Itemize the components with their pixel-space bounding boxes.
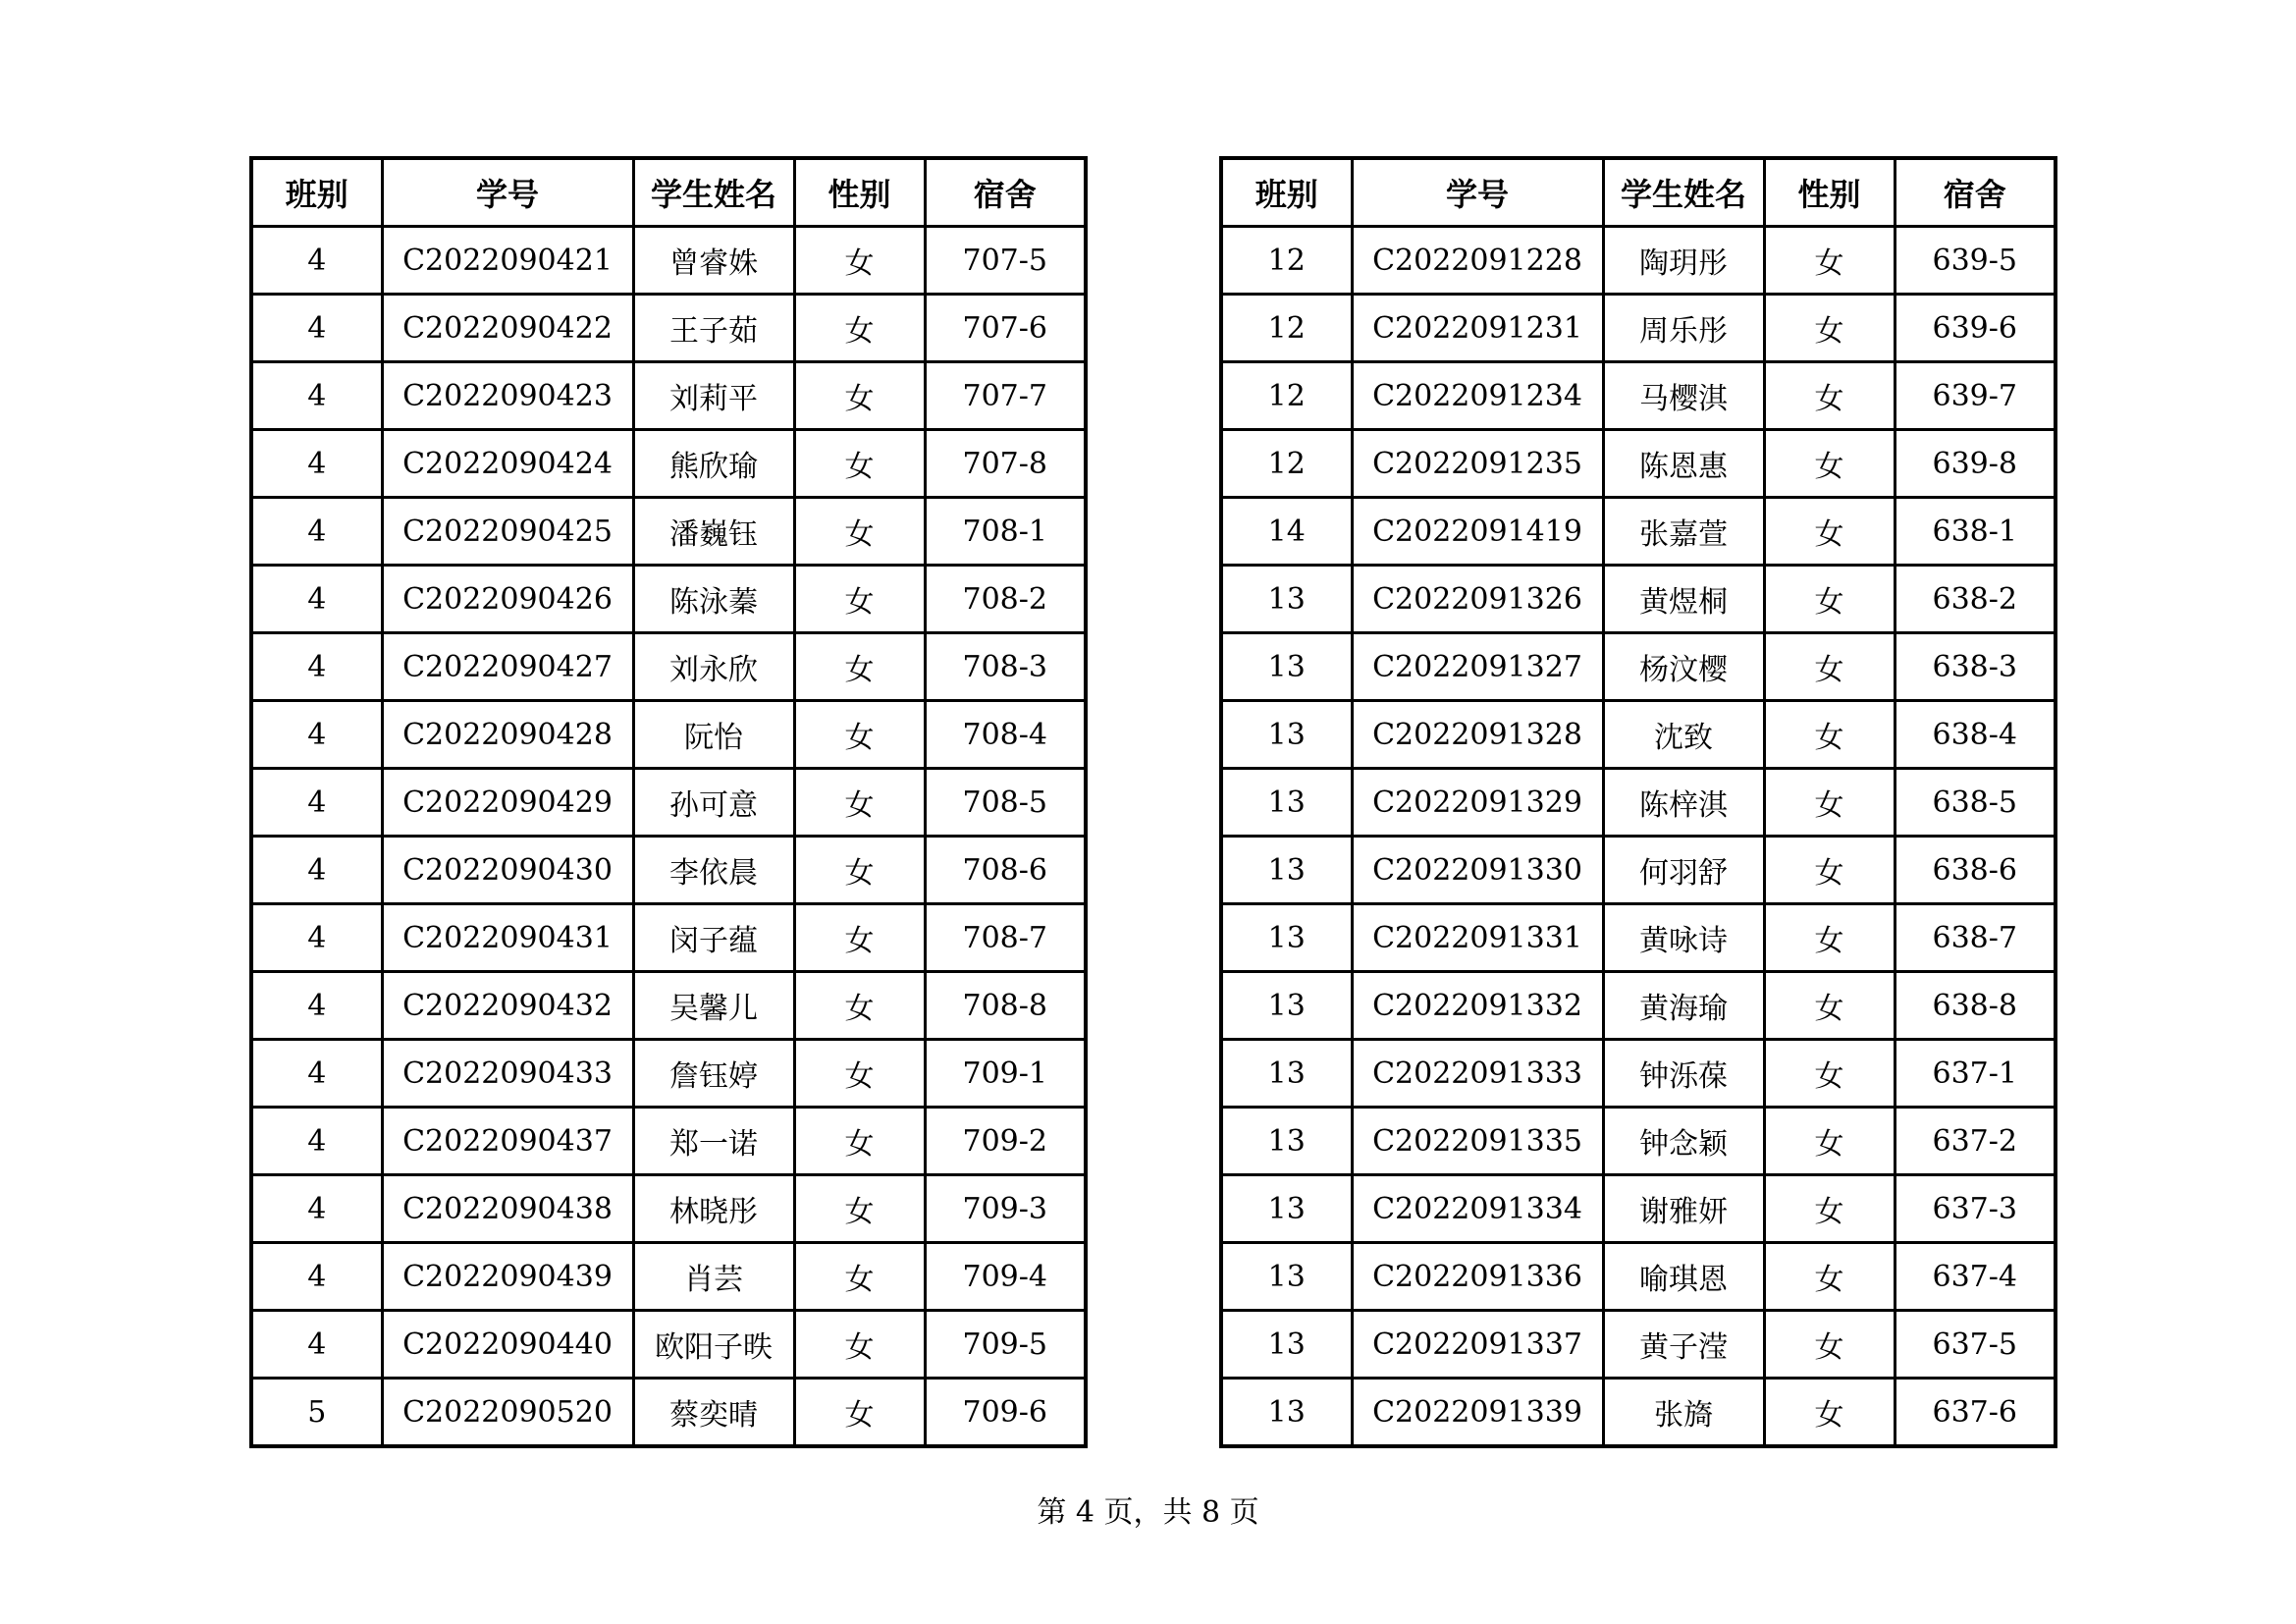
- cell-class: 4: [251, 227, 382, 295]
- cell-student-id: C2022091235: [1352, 430, 1603, 498]
- cell-class: 4: [251, 362, 382, 430]
- header-gender: 性别: [1764, 158, 1895, 227]
- cell-gender: 女: [1764, 1175, 1895, 1243]
- cell-class: 4: [251, 1175, 382, 1243]
- cell-dorm: 638-7: [1895, 904, 2056, 972]
- cell-class: 13: [1221, 701, 1352, 769]
- cell-gender: 女: [1764, 1108, 1895, 1175]
- cell-gender: 女: [1764, 430, 1895, 498]
- table-row: [251, 837, 1086, 904]
- cell-student-id: C2022090425: [382, 498, 633, 566]
- cell-dorm: 708-5: [925, 769, 1086, 837]
- cell-gender: 女: [794, 498, 925, 566]
- cell-student-id: C2022091334: [1352, 1175, 1603, 1243]
- cell-student-name: 闵子蕴: [633, 904, 794, 972]
- cell-dorm: 709-3: [925, 1175, 1086, 1243]
- cell-student-name: 蔡奕晴: [633, 1379, 794, 1447]
- cell-class: 13: [1221, 904, 1352, 972]
- cell-class: 13: [1221, 972, 1352, 1040]
- cell-student-name: 黄煜桐: [1603, 566, 1764, 633]
- cell-gender: 女: [1764, 1379, 1895, 1447]
- table-row: [1221, 701, 2056, 769]
- table-row: [251, 1379, 1086, 1447]
- cell-student-name: 郑一诺: [633, 1108, 794, 1175]
- cell-student-name: 潘巍钰: [633, 498, 794, 566]
- cell-class: 4: [251, 430, 382, 498]
- cell-student-name: 张旖: [1603, 1379, 1764, 1447]
- cell-class: 4: [251, 904, 382, 972]
- cell-class: 13: [1221, 1040, 1352, 1108]
- cell-dorm: 708-8: [925, 972, 1086, 1040]
- table-row: [251, 498, 1086, 566]
- cell-student-name: 钟泺葆: [1603, 1040, 1764, 1108]
- table-row: [1221, 633, 2056, 701]
- cell-gender: 女: [794, 362, 925, 430]
- cell-class: 4: [251, 1311, 382, 1379]
- cell-student-name: 张嘉萱: [1603, 498, 1764, 566]
- cell-dorm: 637-6: [1895, 1379, 2056, 1447]
- cell-student-id: C2022091331: [1352, 904, 1603, 972]
- cell-student-id: C2022090426: [382, 566, 633, 633]
- cell-dorm: 708-7: [925, 904, 1086, 972]
- table-row: [1221, 1243, 2056, 1311]
- cell-gender: 女: [1764, 1040, 1895, 1108]
- cell-student-id: C2022091329: [1352, 769, 1603, 837]
- cell-student-id: C2022090424: [382, 430, 633, 498]
- cell-class: 13: [1221, 1379, 1352, 1447]
- cell-student-id: C2022090520: [382, 1379, 633, 1447]
- cell-dorm: 708-6: [925, 837, 1086, 904]
- cell-gender: 女: [1764, 633, 1895, 701]
- cell-gender: 女: [794, 837, 925, 904]
- cell-class: 13: [1221, 1243, 1352, 1311]
- cell-student-id: C2022090431: [382, 904, 633, 972]
- table-header-row: [1221, 158, 2056, 227]
- table-row: [251, 904, 1086, 972]
- table-row: [1221, 904, 2056, 972]
- cell-student-id: C2022090422: [382, 295, 633, 362]
- cell-gender: 女: [794, 1040, 925, 1108]
- header-dorm: 宿舍: [1895, 158, 2056, 227]
- table-row: [1221, 498, 2056, 566]
- cell-student-id: C2022090439: [382, 1243, 633, 1311]
- cell-student-name: 周乐彤: [1603, 295, 1764, 362]
- cell-gender: 女: [794, 1311, 925, 1379]
- cell-student-id: C2022090429: [382, 769, 633, 837]
- cell-dorm: 637-4: [1895, 1243, 2056, 1311]
- cell-class: 4: [251, 701, 382, 769]
- cell-student-name: 喻琪恩: [1603, 1243, 1764, 1311]
- cell-gender: 女: [794, 904, 925, 972]
- table-row: [251, 430, 1086, 498]
- cell-class: 4: [251, 1040, 382, 1108]
- cell-student-name: 沈致: [1603, 701, 1764, 769]
- roster-table-left: [249, 156, 1088, 1448]
- cell-class: 13: [1221, 1311, 1352, 1379]
- cell-student-id: C2022091326: [1352, 566, 1603, 633]
- cell-student-name: 肖芸: [633, 1243, 794, 1311]
- cell-gender: 女: [794, 633, 925, 701]
- table-row: [1221, 430, 2056, 498]
- cell-dorm: 639-5: [1895, 227, 2056, 295]
- cell-class: 12: [1221, 430, 1352, 498]
- cell-class: 4: [251, 1243, 382, 1311]
- cell-student-id: C2022091231: [1352, 295, 1603, 362]
- cell-student-name: 吴馨儿: [633, 972, 794, 1040]
- cell-class: 4: [251, 1108, 382, 1175]
- table-row: [251, 769, 1086, 837]
- cell-gender: 女: [794, 701, 925, 769]
- cell-dorm: 639-6: [1895, 295, 2056, 362]
- header-class: 班别: [1221, 158, 1352, 227]
- table-row: [1221, 566, 2056, 633]
- cell-dorm: 708-3: [925, 633, 1086, 701]
- header-gender: 性别: [794, 158, 925, 227]
- cell-student-name: 黄子滢: [1603, 1311, 1764, 1379]
- cell-class: 13: [1221, 1175, 1352, 1243]
- cell-dorm: 709-4: [925, 1243, 1086, 1311]
- cell-class: 13: [1221, 633, 1352, 701]
- cell-class: 4: [251, 633, 382, 701]
- cell-gender: 女: [794, 769, 925, 837]
- table-row: [1221, 1175, 2056, 1243]
- cell-student-id: C2022090427: [382, 633, 633, 701]
- cell-dorm: 709-2: [925, 1108, 1086, 1175]
- table-row: [251, 1311, 1086, 1379]
- cell-dorm: 639-8: [1895, 430, 2056, 498]
- cell-gender: 女: [1764, 566, 1895, 633]
- cell-gender: 女: [794, 972, 925, 1040]
- cell-student-id: C2022090430: [382, 837, 633, 904]
- cell-class: 4: [251, 566, 382, 633]
- cell-gender: 女: [794, 430, 925, 498]
- table-row: [1221, 227, 2056, 295]
- cell-dorm: 637-3: [1895, 1175, 2056, 1243]
- cell-student-id: C2022091336: [1352, 1243, 1603, 1311]
- cell-gender: 女: [794, 1379, 925, 1447]
- cell-student-id: C2022091327: [1352, 633, 1603, 701]
- cell-gender: 女: [794, 227, 925, 295]
- cell-student-name: 陶玥彤: [1603, 227, 1764, 295]
- cell-student-name: 陈恩惠: [1603, 430, 1764, 498]
- table-row: [1221, 295, 2056, 362]
- cell-student-id: C2022090437: [382, 1108, 633, 1175]
- cell-student-name: 陈梓淇: [1603, 769, 1764, 837]
- cell-student-name: 林晓彤: [633, 1175, 794, 1243]
- cell-dorm: 707-8: [925, 430, 1086, 498]
- cell-student-id: C2022091419: [1352, 498, 1603, 566]
- cell-student-id: C2022090440: [382, 1311, 633, 1379]
- cell-student-name: 钟念颖: [1603, 1108, 1764, 1175]
- cell-gender: 女: [794, 566, 925, 633]
- cell-student-id: C2022091328: [1352, 701, 1603, 769]
- cell-dorm: 708-1: [925, 498, 1086, 566]
- cell-class: 4: [251, 498, 382, 566]
- cell-class: 12: [1221, 362, 1352, 430]
- roster-table-right: [1219, 156, 2057, 1448]
- cell-dorm: 638-1: [1895, 498, 2056, 566]
- cell-student-id: C2022091332: [1352, 972, 1603, 1040]
- header-student-name: 学生姓名: [633, 158, 794, 227]
- cell-student-name: 熊欣瑜: [633, 430, 794, 498]
- cell-student-id: C2022091330: [1352, 837, 1603, 904]
- cell-student-id: C2022090432: [382, 972, 633, 1040]
- cell-student-name: 詹钰婷: [633, 1040, 794, 1108]
- cell-student-name: 欧阳子昳: [633, 1311, 794, 1379]
- cell-student-id: C2022091234: [1352, 362, 1603, 430]
- cell-gender: 女: [1764, 904, 1895, 972]
- cell-student-id: C2022091333: [1352, 1040, 1603, 1108]
- cell-student-id: C2022091337: [1352, 1311, 1603, 1379]
- cell-student-name: 何羽舒: [1603, 837, 1764, 904]
- cell-dorm: 639-7: [1895, 362, 2056, 430]
- cell-gender: 女: [1764, 769, 1895, 837]
- cell-student-name: 李依晨: [633, 837, 794, 904]
- table-row: [1221, 1108, 2056, 1175]
- cell-student-id: C2022091228: [1352, 227, 1603, 295]
- cell-student-name: 曾睿姝: [633, 227, 794, 295]
- cell-gender: 女: [1764, 498, 1895, 566]
- header-student-id: 学号: [1352, 158, 1603, 227]
- cell-gender: 女: [1764, 1243, 1895, 1311]
- cell-student-id: C2022091339: [1352, 1379, 1603, 1447]
- cell-dorm: 638-2: [1895, 566, 2056, 633]
- table-row: [251, 566, 1086, 633]
- table-row: [1221, 1379, 2056, 1447]
- cell-dorm: 638-4: [1895, 701, 2056, 769]
- cell-student-id: C2022090423: [382, 362, 633, 430]
- cell-student-name: 陈泳蓁: [633, 566, 794, 633]
- table-row: [1221, 837, 2056, 904]
- table-row: [251, 1243, 1086, 1311]
- table-row: [251, 972, 1086, 1040]
- cell-class: 13: [1221, 1108, 1352, 1175]
- cell-student-name: 杨汶樱: [1603, 633, 1764, 701]
- cell-gender: 女: [1764, 1311, 1895, 1379]
- cell-gender: 女: [1764, 227, 1895, 295]
- header-dorm: 宿舍: [925, 158, 1086, 227]
- cell-student-id: C2022090428: [382, 701, 633, 769]
- table-row: [251, 295, 1086, 362]
- cell-dorm: 709-1: [925, 1040, 1086, 1108]
- cell-dorm: 708-2: [925, 566, 1086, 633]
- cell-class: 12: [1221, 227, 1352, 295]
- cell-dorm: 638-6: [1895, 837, 2056, 904]
- cell-dorm: 638-3: [1895, 633, 2056, 701]
- cell-dorm: 708-4: [925, 701, 1086, 769]
- cell-dorm: 638-8: [1895, 972, 2056, 1040]
- cell-student-id: C2022090433: [382, 1040, 633, 1108]
- cell-dorm: 707-6: [925, 295, 1086, 362]
- cell-dorm: 637-5: [1895, 1311, 2056, 1379]
- cell-student-name: 刘莉平: [633, 362, 794, 430]
- cell-student-id: C2022090421: [382, 227, 633, 295]
- cell-gender: 女: [794, 1108, 925, 1175]
- table-row: [1221, 1040, 2056, 1108]
- cell-dorm: 637-2: [1895, 1108, 2056, 1175]
- table-row: [251, 227, 1086, 295]
- cell-class: 4: [251, 295, 382, 362]
- cell-student-name: 黄海瑜: [1603, 972, 1764, 1040]
- cell-class: 14: [1221, 498, 1352, 566]
- cell-gender: 女: [1764, 701, 1895, 769]
- table-row: [251, 362, 1086, 430]
- cell-gender: 女: [1764, 295, 1895, 362]
- cell-class: 4: [251, 972, 382, 1040]
- table-row: [251, 701, 1086, 769]
- header-student-name: 学生姓名: [1603, 158, 1764, 227]
- cell-dorm: 709-5: [925, 1311, 1086, 1379]
- cell-student-id: C2022091335: [1352, 1108, 1603, 1175]
- cell-dorm: 638-5: [1895, 769, 2056, 837]
- cell-student-name: 谢雅妍: [1603, 1175, 1764, 1243]
- cell-class: 13: [1221, 566, 1352, 633]
- cell-dorm: 707-5: [925, 227, 1086, 295]
- cell-class: 5: [251, 1379, 382, 1447]
- table-row: [1221, 972, 2056, 1040]
- cell-student-id: C2022090438: [382, 1175, 633, 1243]
- cell-class: 13: [1221, 769, 1352, 837]
- cell-dorm: 707-7: [925, 362, 1086, 430]
- cell-gender: 女: [1764, 972, 1895, 1040]
- cell-class: 13: [1221, 837, 1352, 904]
- cell-student-name: 孙可意: [633, 769, 794, 837]
- table-row: [1221, 362, 2056, 430]
- cell-student-name: 马樱淇: [1603, 362, 1764, 430]
- cell-gender: 女: [794, 1243, 925, 1311]
- table-row: [251, 1175, 1086, 1243]
- cell-gender: 女: [1764, 362, 1895, 430]
- header-class: 班别: [251, 158, 382, 227]
- header-student-id: 学号: [382, 158, 633, 227]
- cell-dorm: 709-6: [925, 1379, 1086, 1447]
- cell-student-name: 刘永欣: [633, 633, 794, 701]
- table-header-row: [251, 158, 1086, 227]
- page-number: 第 4 页，共 8 页: [1037, 1495, 1259, 1530]
- table-row: [1221, 1311, 2056, 1379]
- cell-dorm: 637-1: [1895, 1040, 2056, 1108]
- table-row: [251, 1108, 1086, 1175]
- table-row: [251, 1040, 1086, 1108]
- cell-student-name: 王子茹: [633, 295, 794, 362]
- cell-student-name: 黄咏诗: [1603, 904, 1764, 972]
- cell-gender: 女: [794, 295, 925, 362]
- table-row: [251, 633, 1086, 701]
- table-row: [1221, 769, 2056, 837]
- cell-class: 12: [1221, 295, 1352, 362]
- cell-gender: 女: [1764, 837, 1895, 904]
- cell-student-name: 阮怡: [633, 701, 794, 769]
- cell-class: 4: [251, 837, 382, 904]
- cell-class: 4: [251, 769, 382, 837]
- cell-gender: 女: [794, 1175, 925, 1243]
